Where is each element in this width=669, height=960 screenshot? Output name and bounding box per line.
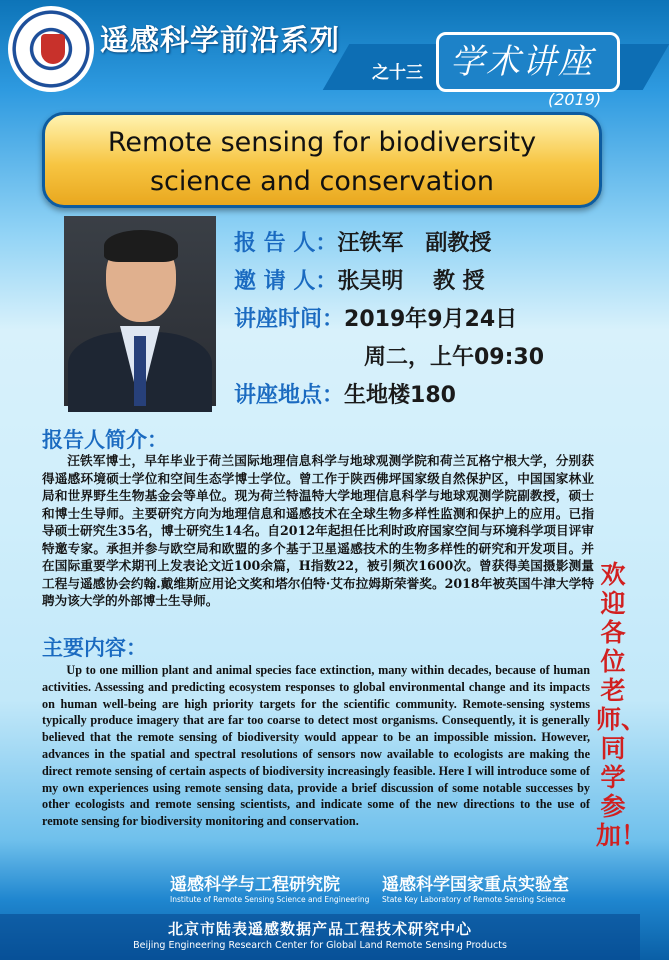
bio-heading: 报告人简介：	[42, 428, 168, 452]
org-institute-cn: 遥感科学与工程研究院	[170, 875, 340, 895]
poster-header	[0, 0, 640, 109]
org-lab-en: State Key Laboratory of Remote Sensing Science	[382, 895, 566, 904]
venue-value: 生地楼180	[344, 383, 456, 408]
speaker-value: 汪铁军 副教授	[337, 231, 492, 256]
speaker-photo	[64, 216, 216, 406]
series-title: 遥感科学前沿系列	[100, 23, 341, 57]
host-row	[234, 264, 485, 295]
org-institute-en: Institute of Remote Sensing Science and Engineering	[170, 895, 370, 904]
time-value: 2019年9月24日	[344, 307, 518, 332]
abstract-text: Up to one million plant and animal species face extinction, many within decades, because of human activities. Assessing and predicting ecosystem responses to global environmental change and its impacts on human well-being are high priority targets for the scientific community. Remote-sensing systems typically produce imagery that are far too coarse to detect most organisms. Consequently, it is generally believed that the remote sensing of biodiversity would appear to be an impossible mission. However, advances in the spatial and spectral resolutions of sensors now available to ecologists are making the direct remote sensing of certain aspects of biodiversity increasingly feasible. Here I will introduce some of my own experiences using remote sensing data, provide a brief discussion of some notable successes by other ecologists and remote sensing scientists, and indicate some of the new directions to the use of remote sensing for biodiversity monitoring and conservation.	[42, 663, 590, 829]
talk-title: Remote sensing for biodiversity science and conservation	[107, 127, 537, 197]
time-row	[234, 302, 517, 333]
lecture-year: (2019)	[548, 90, 602, 109]
venue-row	[234, 378, 456, 409]
abstract-heading: 主要内容：	[42, 636, 147, 660]
talk-title-banner	[42, 112, 602, 208]
org-lab-cn: 遥感科学国家重点实验室	[382, 875, 569, 895]
host-value: 张吴明 教 授	[337, 269, 485, 294]
speaker-row	[234, 226, 491, 257]
org-lab	[382, 870, 569, 904]
time-label: 讲座时间：	[234, 307, 345, 332]
org-institute	[170, 870, 369, 904]
speaker-label: 报 告 人：	[234, 231, 338, 256]
research-center-en: Beijing Engineering Research Center for Global Land Remote Sensing Products	[133, 940, 507, 951]
series-number: 之十三	[372, 63, 423, 83]
university-seal-icon	[8, 6, 94, 92]
venue-label: 讲座地点：	[234, 383, 345, 408]
bio-text: 汪铁军博士，早年毕业于荷兰国际地理信息科学与地球观测学院和荷兰瓦格宁根大学，分别获得遥感环境硕士学位和空间生态学博士学位。曾工作于陕西佛坪国家级自然保护区，中国国家林业局和世界野生生物基金会等单位。现为荷兰特温特大学地理信息科学与地球观测学院副教授，硕士和博士生导师。主要研究方向为地理信息和遥感技术在全球生物多样性监测和保护上的应用。已指导硕士研究生35名，博士研究生14名。自2012年起担任比利时政府国家空间与环境科学项目评审特邀专家。承担并参与欧空局和欧盟的多个基于卫星遥感技术的生物多样性的研究和开发项目。并在国际重要学术期刊上发表论文近100余篇，H指数22，被引频次1600次。曾获得美国摄影测量工程与遥感协会约翰.戴维斯应用论文奖和塔尔伯特·艾布拉姆斯荣誉奖。2018年被英国牛津大学特聘为该大学的外部博士生导师。	[42, 453, 594, 608]
research-center-cn: 北京市陆表遥感数据产品工程技术研究中心	[167, 920, 472, 938]
host-label: 邀 请 人：	[234, 269, 338, 294]
time-value-2: 周二，上午09:30	[364, 345, 545, 370]
lecture-label: 学术讲座	[450, 42, 594, 82]
welcome-message: 欢迎各位老师、同学参加！	[596, 560, 647, 850]
